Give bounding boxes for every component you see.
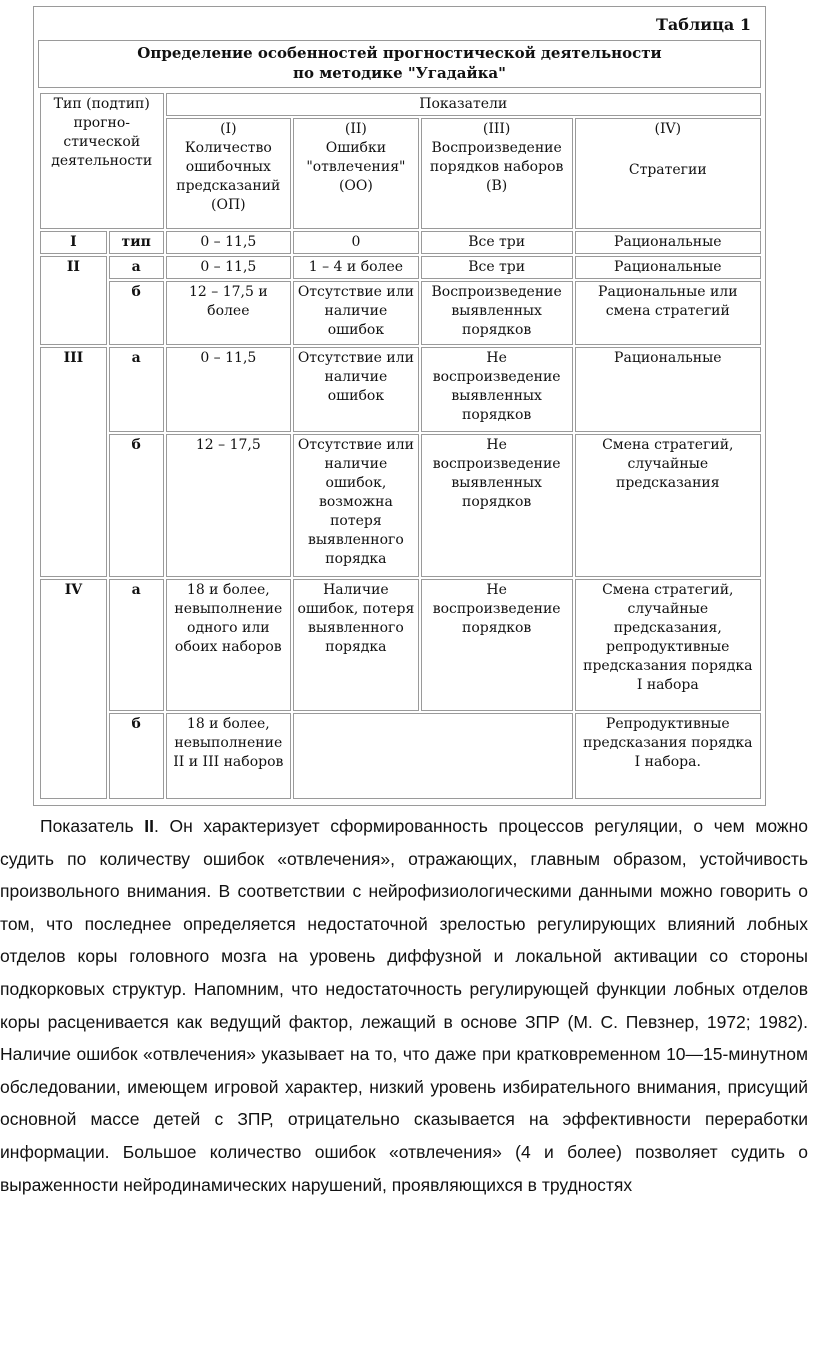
- cell-IVb-s: Репродуктивные предсказания порядка I набора.: [575, 713, 761, 799]
- cell-IIb-s: Рациональные или смена стратегий: [575, 281, 761, 344]
- cell-IIa-oo: 1 – 4 и более: [293, 256, 419, 279]
- table-title-line2: по методике "Угадайка": [293, 64, 506, 82]
- paragraph-roman-numeral: II: [144, 816, 154, 836]
- table-title-line1: Определение особенностей прогностической деятельности: [137, 44, 662, 62]
- subtype-cell-IIIa: а: [109, 347, 164, 433]
- cell-IVa-op: 18 и более, невыполнение одного или обоих наборов: [166, 579, 292, 711]
- cell-IIIa-v: Не воспроизведение выявленных порядков: [421, 347, 573, 433]
- cell-IIIb-v: Не воспроизведение выявленных порядков: [421, 434, 573, 577]
- paragraph-body: . Он характеризует сформированность процессов регуляции, о чем можно судить по количеству ошибок «отвлечения», отражающих, главным образом, устойчивость произвольного внимания. В соответствии с нейрофизиологическими данными можно говорить о том, что последнее определяется недостаточной зрелостью регулирующих влияний лобных отделов коры головного мозга на уровень диффузной и локальной активации со стороны подкорковых структур. Напомним, что недостаточность регулирующей функции лобных отделов коры расценивается как ведущий фактор, лежащий в основе ЗПР (М. С. Певзнер, 1972; 1982). Наличие ошибок «отвлечения» указывает на то, что даже при кратковременном 10—15-минутном обследовании, имеющем игровой характер, низкий уровень избирательного внимания, присущий основной массе детей с ЗПР, отрицательно сказывается на эффективности переработки информации. Большое количество ошибок «отвлечения» (4 и более) позволяет судить о выраженности нейродинамических нарушений, проявляющихся в трудностях: [0, 816, 809, 1195]
- cell-IVb-op: 18 и более, невыполнение II и III наборов: [166, 713, 292, 799]
- cell-IIb-op: 12 – 17,5 и более: [166, 281, 292, 344]
- col-label-3: Воспроизведение порядков наборов (В): [429, 140, 564, 195]
- paragraph-lead: Показатель: [40, 816, 145, 836]
- cell-IVb-oo-v: [293, 713, 572, 799]
- paragraph-text: [0, 810, 808, 1201]
- cell-IVa-s: Смена стратегий, случайные предсказания, репродуктивные предсказания порядка I набора: [575, 579, 761, 711]
- subtype-cell-IVa: а: [109, 579, 164, 711]
- cell-IIa-v: Все три: [421, 256, 573, 279]
- cell-IIIa-op: 0 – 11,5: [166, 347, 292, 433]
- col-header-op: [166, 118, 292, 228]
- body-paragraph: [0, 810, 816, 1201]
- cell-IIIa-s: Рациональные: [575, 347, 761, 433]
- cell-I-oo: 0: [293, 231, 419, 254]
- subtype-cell-IIIb: б: [109, 434, 164, 577]
- subtype-cell-IVb: б: [109, 713, 164, 799]
- cell-IIb-oo: Отсутствие или наличие ошибок: [293, 281, 419, 344]
- cell-IIb-v: Воспроизведение выявленных порядков: [421, 281, 573, 344]
- cell-IIa-op: 0 – 11,5: [166, 256, 292, 279]
- type-header-cell: Тип (подтип) прогно-стической деятельности: [40, 93, 164, 229]
- col-header-oo: [293, 118, 419, 228]
- col-header-s: [575, 118, 761, 228]
- col-label-1: Количество ошибочных предсказаний (ОП): [176, 140, 281, 214]
- col-num-3: (III): [482, 121, 511, 138]
- type-cell-II: II: [40, 256, 107, 345]
- prognostic-table: [38, 91, 763, 801]
- cell-IVa-v: Не воспроизведение порядков: [421, 579, 573, 711]
- cell-IIa-s: Рациональные: [575, 256, 761, 279]
- table-title: [38, 40, 761, 88]
- indicators-header-cell: Показатели: [166, 93, 761, 116]
- cell-IIIb-op: 12 – 17,5: [166, 434, 292, 577]
- type-cell-I: I: [40, 231, 107, 254]
- col-num-2: (II): [344, 121, 367, 138]
- cell-I-s: Рациональные: [575, 231, 761, 254]
- type-cell-III: III: [40, 347, 107, 577]
- subtype-cell-I: тип: [109, 231, 164, 254]
- cell-IIIb-oo: Отсутствие или наличие ошибок, возможна потеря выявленного порядка: [293, 434, 419, 577]
- col-label-2: Ошибки "отвлечения" (ОО): [306, 140, 406, 195]
- col-header-v: [421, 118, 573, 228]
- cell-IIIb-s: Смена стратегий, случайные предсказания: [575, 434, 761, 577]
- cell-I-v: Все три: [421, 231, 573, 254]
- col-label-4: Стратегии: [628, 162, 707, 179]
- table-figure: [33, 6, 766, 806]
- type-cell-IV: IV: [40, 579, 107, 799]
- cell-I-op: 0 – 11,5: [166, 231, 292, 254]
- subtype-cell-IIa: а: [109, 256, 164, 279]
- subtype-cell-IIb: б: [109, 281, 164, 344]
- cell-IVa-oo: Наличие ошибок, потеря выявленного порядка: [293, 579, 419, 711]
- table-caption: Таблица 1: [656, 15, 751, 34]
- col-num-4: (IV): [654, 121, 682, 138]
- cell-IIIa-oo: Отсутствие или наличие ошибок: [293, 347, 419, 433]
- col-num-1: (I): [220, 121, 237, 138]
